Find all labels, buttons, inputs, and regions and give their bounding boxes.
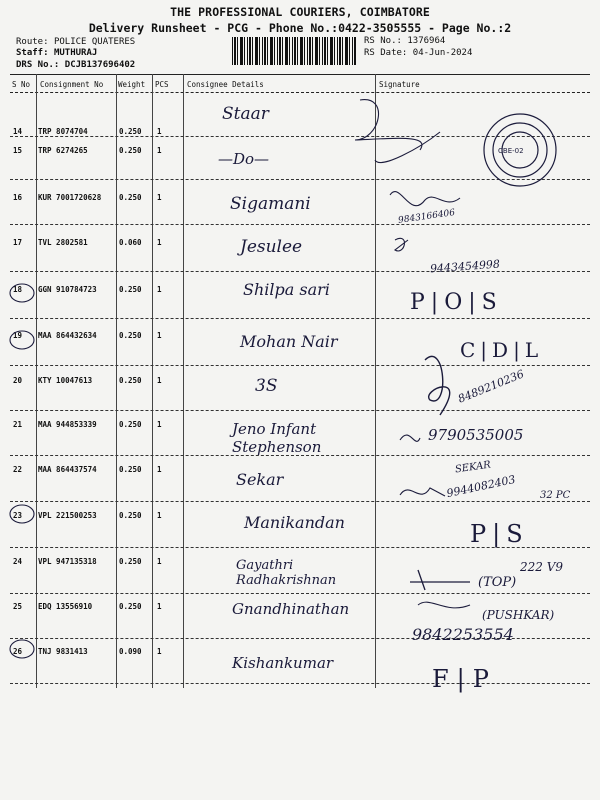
signature-mark: P|O|S <box>410 290 503 315</box>
signature-note: (PUSHKAR) <box>482 608 555 622</box>
cell-consignment: MAA 864437574 <box>38 465 97 474</box>
cell-consignment: VPL 221500253 <box>38 511 97 520</box>
signature-phone: 9842253554 <box>412 625 514 644</box>
cell-sno: 23 <box>13 511 23 520</box>
cell-sno: 24 <box>13 557 23 566</box>
cell-sno: 22 <box>13 465 23 474</box>
cell-consignment: MAA 864432634 <box>38 331 97 340</box>
cell-pcs: 1 <box>157 193 162 202</box>
cell-pcs: 1 <box>157 557 162 566</box>
consignee-handwriting: —Do— <box>218 150 270 168</box>
signature-phone: 9443454998 <box>429 257 501 276</box>
cell-consignment: KUR 7001720628 <box>38 193 102 202</box>
signature-scribble <box>395 238 408 251</box>
signature-note: 222 V9 <box>520 560 564 574</box>
cell-consignment: MAA 944853339 <box>38 420 97 429</box>
cell-pcs: 1 <box>157 376 162 385</box>
cell-sno: 20 <box>13 376 23 385</box>
cell-weight: 0.250 <box>119 465 142 474</box>
cell-sno: 26 <box>13 647 23 656</box>
cell-consignment: TNJ 9831413 <box>38 647 88 656</box>
consignee-handwriting: Sekar <box>236 470 284 489</box>
signature-note: 32 PC <box>540 490 571 501</box>
runsheet-title: Delivery Runsheet - PCG - Phone No.:0422-3505555 - Page No.:2 <box>88 21 512 35</box>
signature-scribble <box>355 100 440 163</box>
consignee-handwriting: Jeno Infant Stephenson <box>232 420 322 456</box>
signature-note: SEKAR <box>454 459 492 476</box>
cell-sno: 21 <box>13 420 23 429</box>
signature-scribble <box>410 570 470 590</box>
cell-pcs: 1 <box>157 511 162 520</box>
consignee-handwriting: 3S <box>255 376 278 396</box>
signature-scribble <box>400 435 420 441</box>
consignee-handwriting: Gayathri Radhakrishnan <box>236 558 337 588</box>
route-label: Route: <box>16 37 49 47</box>
col-header-consignment: Consignment No <box>40 80 104 89</box>
drs-label: DRS No.: <box>16 60 60 70</box>
cell-consignment: TRP 8074704 <box>38 127 88 136</box>
signature-scribble <box>390 192 460 206</box>
cell-weight: 0.250 <box>119 602 142 611</box>
cell-pcs: 1 <box>157 602 162 611</box>
consignee-handwriting: Manikandan <box>244 513 345 532</box>
cell-sno: 18 <box>13 285 23 294</box>
cell-weight: 0.250 <box>119 420 142 429</box>
rs-date-value: 04-Jun-2024 <box>412 48 473 58</box>
cell-weight: 0.250 <box>119 511 142 520</box>
cell-sno: 25 <box>13 602 23 611</box>
consignee-handwriting: Kishankumar <box>232 654 334 672</box>
cell-pcs: 1 <box>157 146 162 155</box>
cell-pcs: 1 <box>157 238 162 247</box>
sno-circle-mark <box>10 640 34 658</box>
signature-phone: 9944082403 <box>445 472 517 501</box>
signature-mark: F|P <box>432 665 497 693</box>
cell-consignment: EDQ 13556910 <box>38 602 93 611</box>
signature-note: (TOP) <box>478 575 517 590</box>
cell-weight: 0.250 <box>119 557 142 566</box>
consignee-handwriting: Jesulee <box>240 237 303 257</box>
staff-value: MUTHURAJ <box>53 48 98 58</box>
cell-sno: 14 <box>13 127 23 136</box>
signature-scribble <box>418 602 470 608</box>
cell-weight: 0.250 <box>119 193 142 202</box>
sno-circle-mark <box>10 505 34 523</box>
rs-no-value: 1376964 <box>407 36 446 46</box>
col-header-signature: Signature <box>379 80 420 89</box>
col-header-pcs: PCS <box>155 80 169 89</box>
col-header-sno: S No <box>12 80 31 89</box>
col-header-consignee: Consignee Details <box>187 80 264 89</box>
cell-consignment: TRP 6274265 <box>38 146 88 155</box>
consignee-handwriting: Gnandhinathan <box>232 600 350 618</box>
cell-pcs: 1 <box>157 331 162 340</box>
drs-value: DCJB137696402 <box>64 60 136 70</box>
cell-weight: 0.060 <box>119 238 142 247</box>
cell-pcs: 1 <box>157 465 162 474</box>
cell-pcs: 1 <box>157 420 162 429</box>
cell-sno: 16 <box>13 193 23 202</box>
company-title: THE PROFESSIONAL COURIERS, COIMBATORE <box>170 5 430 19</box>
cell-weight: 0.090 <box>119 647 142 656</box>
cell-sno: 19 <box>13 331 23 340</box>
cell-pcs: 1 <box>157 127 162 136</box>
signature-scribble <box>425 356 450 415</box>
sno-circle-mark <box>10 284 34 302</box>
cell-weight: 0.250 <box>119 285 142 294</box>
signature-scribble <box>400 488 445 496</box>
cell-weight: 0.250 <box>119 146 142 155</box>
cell-consignment: GGN 910784723 <box>38 285 97 294</box>
cell-sno: 17 <box>13 238 23 247</box>
rs-date-label: RS Date: <box>364 48 408 58</box>
route-value: POLICE QUATERES <box>53 37 136 47</box>
consignee-handwriting: Mohan Nair <box>240 332 338 351</box>
staff-label: Staff: <box>16 48 49 58</box>
signature-phone: 9843166406 <box>397 208 456 226</box>
signature-phone: 9790535005 <box>428 426 524 444</box>
rs-no-label: RS No.: <box>364 36 402 46</box>
consignee-handwriting: Sigamani <box>230 194 311 214</box>
cell-pcs: 1 <box>157 285 162 294</box>
signature-mark: P|S <box>470 520 529 548</box>
signature-phone: 8489210236 <box>456 367 526 406</box>
cell-consignment: KTY 10047613 <box>38 376 93 385</box>
stamp-sub: CBE-02 <box>498 147 524 155</box>
cell-consignment: VPL 947135318 <box>38 557 97 566</box>
signature-mark: C|D|L <box>460 338 544 362</box>
col-header-weight: Weight <box>118 80 146 89</box>
cell-weight: 0.250 <box>119 127 142 136</box>
cell-weight: 0.250 <box>119 376 142 385</box>
consignee-handwriting: Staar <box>222 104 269 124</box>
cell-pcs: 1 <box>157 647 162 656</box>
cell-consignment: TVL 2802581 <box>38 238 88 247</box>
cell-weight: 0.250 <box>119 331 142 340</box>
cell-sno: 15 <box>13 146 23 155</box>
sno-circle-mark <box>10 331 34 349</box>
consignee-handwriting: Shilpa sari <box>243 280 330 299</box>
